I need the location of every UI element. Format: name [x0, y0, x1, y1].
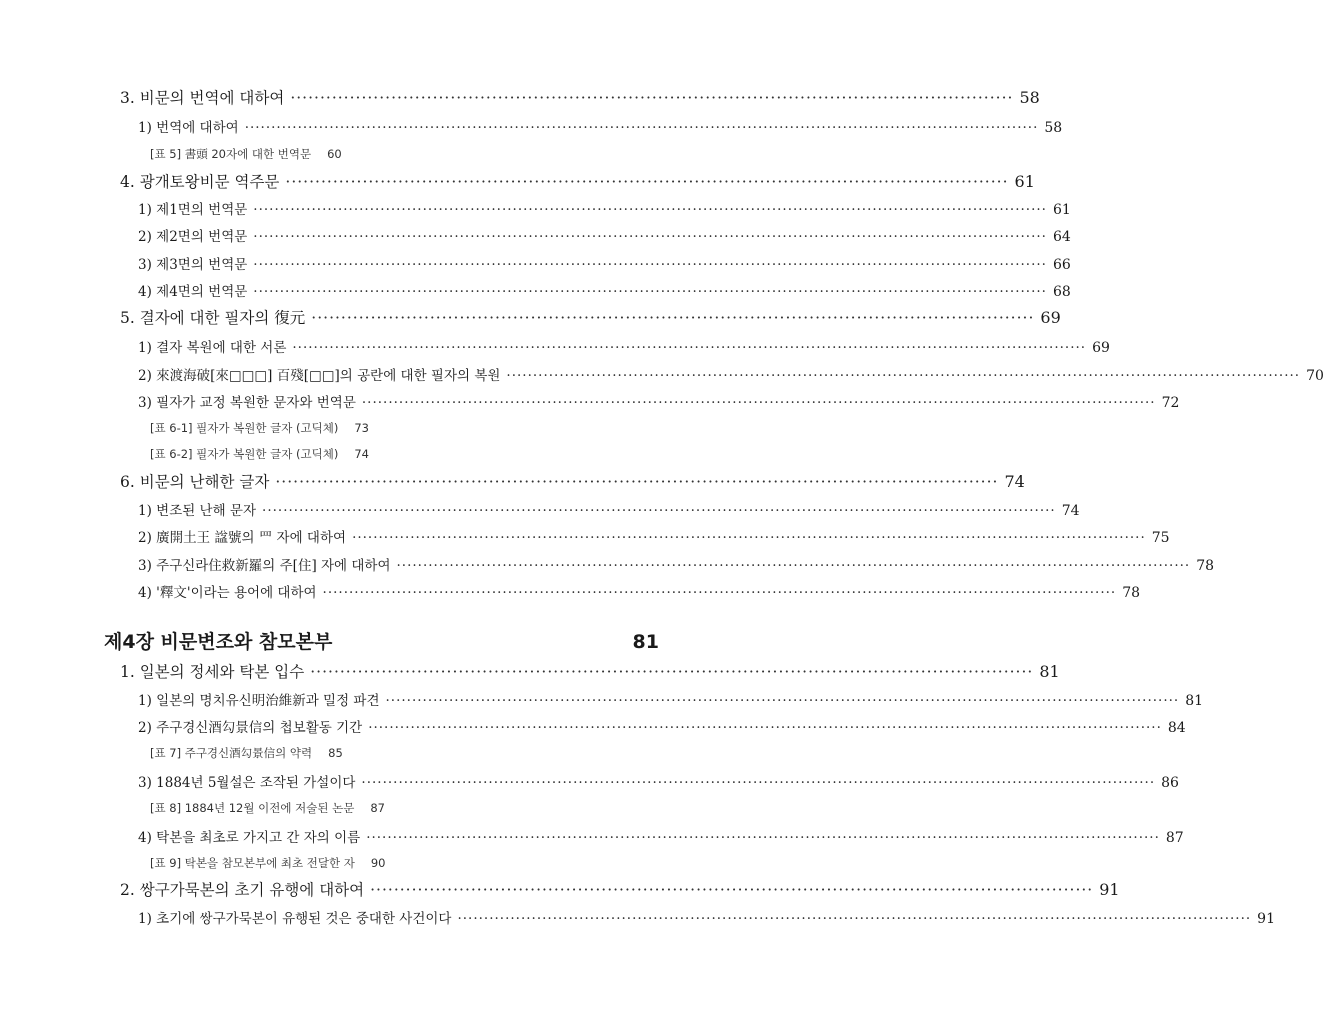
- entry-page: 68: [1052, 284, 1071, 300]
- entry-page: 75: [1151, 530, 1170, 546]
- toc-entry-subsection[interactable]: [138, 225, 1071, 245]
- toc-entry-section[interactable]: [120, 878, 1120, 900]
- dot-leader: ······················································································································································: [292, 340, 1087, 356]
- entry-page: 85: [328, 746, 343, 760]
- entry-page: 91: [1257, 911, 1275, 927]
- entry-title: 1) 제1면의 번역문: [138, 202, 248, 218]
- toc-entry-section[interactable]: [120, 660, 1060, 682]
- entry-title: 4. 광개토왕비문 역주문: [120, 173, 280, 191]
- entry-page: 74: [1004, 472, 1025, 491]
- toc-entry-table[interactable]: [150, 420, 369, 436]
- entry-page: 81: [1039, 662, 1060, 681]
- entry-page: 78: [1196, 558, 1215, 574]
- entry-title: 1) 초기에 쌍구가묵본이 유행된 것은 중대한 사건이다: [138, 911, 452, 927]
- toc-entry-section[interactable]: [120, 470, 1025, 492]
- entry-page: 81: [1185, 693, 1204, 709]
- entry-page: 69: [1092, 340, 1110, 356]
- entry-page: 70: [1306, 368, 1324, 384]
- entry-page: 87: [1165, 830, 1184, 846]
- dot-leader: ······················································································································································: [457, 911, 1252, 927]
- toc-entry-table[interactable]: [150, 146, 342, 162]
- entry-title: 3) 주구신라住救新羅의 주[住] 자에 대하여: [138, 558, 391, 574]
- toc-entry-subsection[interactable]: [138, 198, 1071, 218]
- entry-title: 4) '釋文'이라는 용어에 대하여: [138, 585, 317, 601]
- entry-page: 90: [370, 856, 386, 870]
- entry-title: [표 5] 書頭 20자에 대한 번역문: [150, 147, 312, 161]
- toc-entry-subsection[interactable]: [138, 280, 1071, 300]
- entry-title: 4) 제4면의 번역문: [138, 284, 248, 300]
- entry-page: 58: [1044, 120, 1063, 136]
- entry-page: 66: [1052, 257, 1071, 273]
- dot-leader: ······················································································································································: [368, 720, 1162, 736]
- entry-title: 2) 제2면의 번역문: [138, 229, 248, 245]
- entry-page: 78: [1122, 585, 1141, 601]
- entry-title: 3) 필자가 교정 복원한 문자와 번역문: [138, 395, 356, 411]
- entry-page: 86: [1161, 775, 1179, 791]
- chapter-page: 81: [632, 631, 659, 653]
- entry-title: [표 7] 주구경신酒勾景信의 약력: [150, 746, 313, 760]
- dot-leader: ··························································································································: [310, 663, 1034, 681]
- toc-entry-table[interactable]: [150, 446, 369, 462]
- entry-page: 73: [354, 421, 369, 435]
- dot-leader: ······················································································································································: [253, 284, 1047, 300]
- entry-title: [표 8] 1884년 12월 이전에 저술된 논문: [150, 801, 355, 815]
- toc-entry-subsection[interactable]: [138, 689, 1204, 709]
- entry-title: 1) 번역에 대하여: [138, 120, 239, 136]
- entry-title: 6. 비문의 난해한 글자: [120, 473, 270, 491]
- toc-entry-subsection[interactable]: [138, 716, 1186, 736]
- dot-leader: ··························································································································: [275, 473, 999, 491]
- dot-leader: ······················································································································································: [322, 585, 1117, 601]
- toc-entry-subsection[interactable]: [138, 364, 1324, 384]
- entry-page: 74: [354, 447, 369, 461]
- dot-leader: ······················································································································································: [352, 530, 1146, 546]
- entry-title: 2) 來渡海破[來□□□] 百殘[□□]의 공란에 대한 필자의 복원: [138, 368, 501, 384]
- dot-leader: ··························································································································: [290, 89, 1014, 107]
- toc-entry-table[interactable]: [150, 855, 386, 871]
- toc-entry-subsection[interactable]: [138, 771, 1179, 791]
- dot-leader: ··························································································································: [285, 173, 1009, 191]
- entry-title: 3) 1884년 5월설은 조작된 가설이다: [138, 775, 356, 791]
- chapter-title: 제4장 비문변조와 참모본부: [104, 631, 333, 653]
- dot-leader: ······················································································································································: [385, 693, 1180, 709]
- toc-entry-subsection[interactable]: [138, 391, 1180, 411]
- dot-leader: ······················································································································································: [361, 775, 1156, 791]
- entry-title: 1) 변조된 난해 문자: [138, 503, 257, 519]
- dot-leader: ······················································································································································: [244, 120, 1039, 136]
- entry-page: 91: [1099, 880, 1120, 899]
- entry-title: [표 9] 탁본을 참모본부에 최초 전달한 자: [150, 856, 355, 870]
- entry-title: 5. 결자에 대한 필자의 復元: [120, 309, 306, 327]
- entry-page: 61: [1014, 172, 1035, 191]
- dot-leader: ······················································································································································: [262, 503, 1056, 519]
- toc-entry-subsection[interactable]: [138, 116, 1063, 136]
- toc-entry-section[interactable]: [120, 306, 1061, 328]
- dot-leader: ······················································································································································: [361, 395, 1156, 411]
- entry-title: 1. 일본의 정세와 탁본 입수: [120, 663, 305, 681]
- entry-page: 72: [1161, 395, 1180, 411]
- entry-title: 1) 결자 복원에 대한 서론: [138, 340, 287, 356]
- dot-leader: ······················································································································································: [253, 229, 1047, 245]
- entry-page: 61: [1052, 202, 1071, 218]
- dot-leader: ······················································································································································: [506, 368, 1301, 384]
- entry-title: 2) 廣開土王 諡號의 罒 자에 대하여: [138, 530, 347, 546]
- dot-leader: ······················································································································································: [396, 558, 1191, 574]
- entry-page: 69: [1040, 308, 1061, 327]
- entry-title: 2. 쌍구가묵본의 초기 유행에 대하여: [120, 881, 365, 899]
- toc-entry-subsection[interactable]: [138, 526, 1170, 546]
- entry-title: [표 6-2] 필자가 복원한 글자 (고딕체): [150, 447, 339, 461]
- dot-leader: ··························································································································: [311, 309, 1035, 327]
- entry-page: 87: [370, 801, 385, 815]
- entry-title: [표 6-1] 필자가 복원한 글자 (고딕체): [150, 421, 339, 435]
- toc-entry-section[interactable]: [120, 86, 1040, 108]
- dot-leader: ··························································································································: [370, 881, 1094, 899]
- toc-chapter-heading[interactable]: [104, 627, 659, 654]
- toc-entry-subsection[interactable]: [138, 826, 1184, 846]
- entry-page: 60: [327, 147, 342, 161]
- dot-leader: ······················································································································································: [366, 830, 1160, 846]
- entry-title: 4) 탁본을 최초로 가지고 간 자의 이름: [138, 830, 361, 846]
- entry-page: 64: [1052, 229, 1071, 245]
- toc-entry-subsection[interactable]: [138, 499, 1080, 519]
- entry-title: 3) 제3면의 번역문: [138, 257, 248, 273]
- dot-leader: ······················································································································································: [253, 257, 1047, 273]
- entry-title: 2) 주구경신酒勾景信의 첩보활동 기간: [138, 720, 363, 736]
- toc-entry-subsection[interactable]: [138, 581, 1141, 601]
- entry-title: 3. 비문의 번역에 대하여: [120, 89, 285, 107]
- toc-entry-subsection[interactable]: [138, 253, 1071, 273]
- toc-entry-subsection[interactable]: [138, 336, 1110, 356]
- toc-entry-subsection[interactable]: [138, 907, 1275, 927]
- entry-page: 84: [1167, 720, 1186, 736]
- entry-page: 74: [1061, 503, 1080, 519]
- toc-entry-table[interactable]: [150, 745, 343, 761]
- toc-entry-subsection[interactable]: [138, 554, 1215, 574]
- toc-entry-section[interactable]: [120, 170, 1035, 192]
- entry-page: 58: [1019, 88, 1040, 107]
- entry-title: 1) 일본의 명치유신明治維新과 밀정 파견: [138, 693, 380, 709]
- dot-leader: ······················································································································································: [253, 202, 1047, 218]
- toc-entry-table[interactable]: [150, 800, 385, 816]
